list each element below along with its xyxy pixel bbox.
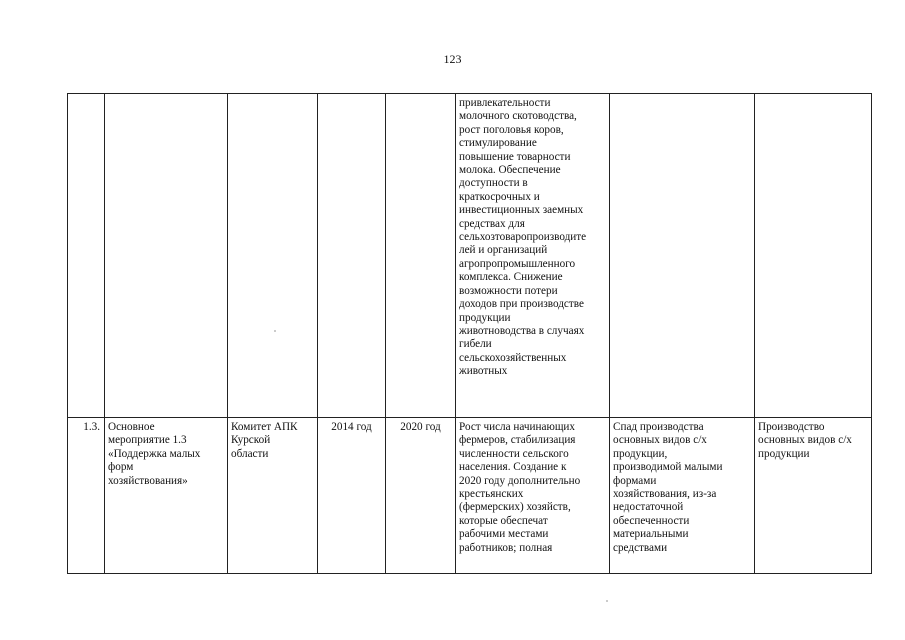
cell-measure-name bbox=[105, 418, 228, 574]
measures-table bbox=[67, 93, 872, 574]
cell-start-year bbox=[318, 94, 386, 418]
row-number: 1.3. bbox=[83, 421, 100, 433]
cell-end-year bbox=[386, 94, 456, 418]
page-number: 123 bbox=[443, 52, 462, 66]
cell-executor bbox=[228, 94, 318, 418]
cell-indicators bbox=[755, 94, 872, 418]
cell-expected-result bbox=[456, 94, 610, 418]
cell-indicators bbox=[755, 418, 872, 574]
expected-result-text: привлекательности молочного скотоводства, рост поголовья коров, стимулирование повышение товарности молока. Обеспечение доступности в краткосрочных и инвестиционных заемных средствах для сельхозтоваропроизводите лей и организаций агропропромышленного комплекса. Снижение возможности потери доходов при производстве продукции животноводства в случаях гибели сельскохозяйственных животных bbox=[459, 97, 587, 378]
cell-consequences bbox=[610, 94, 755, 418]
measure-name: Основное мероприятие 1.3 «Поддержка малых форм хозяйствования» bbox=[108, 421, 201, 487]
cell-measure-name bbox=[105, 94, 228, 418]
expected-result-text: Рост числа начинающих фермеров, стабилизация численности сельского населения. Создание к 2020 году дополнительно крестьянских (фермерских) хозяйств, которые обеспечат рабочими местами работников; полная bbox=[459, 421, 581, 554]
consequences-text: Спад производства основных видов с/х продукции, производимой малыми формами хозяйствования, из-за недостаточной обеспеченности материальными средствами bbox=[613, 421, 723, 554]
cell-executor bbox=[228, 418, 318, 574]
cell-expected-result bbox=[456, 418, 610, 574]
table-row-1-3 bbox=[68, 418, 872, 574]
executor-name: Комитет АПК Курской области bbox=[231, 421, 298, 460]
start-year: 2014 год bbox=[331, 421, 372, 433]
scan-speck bbox=[606, 600, 608, 602]
end-year: 2020 год bbox=[400, 421, 441, 433]
cell-number bbox=[68, 418, 105, 574]
scan-speck bbox=[274, 330, 276, 332]
cell-start-year bbox=[318, 418, 386, 574]
cell-end-year bbox=[386, 418, 456, 574]
table-row-continued bbox=[68, 94, 872, 418]
cell-number bbox=[68, 94, 105, 418]
cell-consequences bbox=[610, 418, 755, 574]
indicators-text: Производство основных видов с/х продукции bbox=[758, 421, 852, 460]
